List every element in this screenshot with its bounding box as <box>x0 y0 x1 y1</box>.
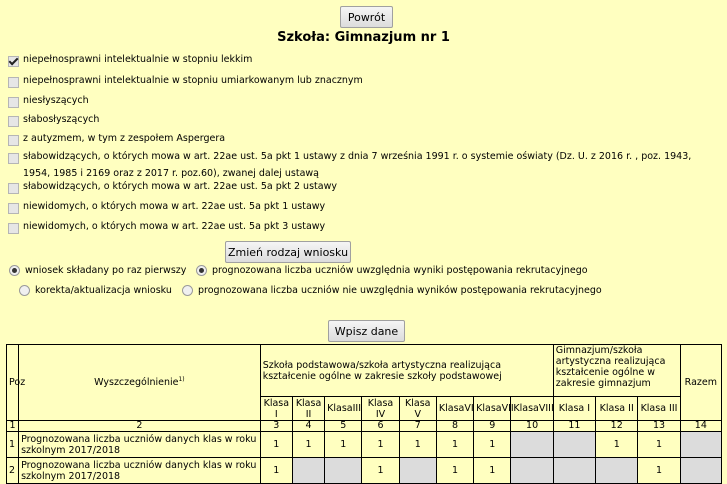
col-number: 5 <box>325 421 362 432</box>
table-cell[interactable]: 1 <box>436 432 473 458</box>
row-position: 2 <box>7 458 19 484</box>
table-row <box>7 432 722 458</box>
category-option[interactable] <box>8 202 716 215</box>
row-description: Prognozowana liczba uczniów danych klas w roku szkolnym 2017/2018 <box>19 458 261 484</box>
col-header-primary-class: Klasa IV <box>362 397 399 421</box>
category-checkbox[interactable] <box>8 56 19 67</box>
radio-with-recruitment-label: prognozowana liczba uczniów uwzględnia wyniki postępowania rekrutacyjnego <box>212 265 588 276</box>
col-number: 1 <box>7 421 19 432</box>
category-option[interactable] <box>8 182 716 195</box>
col-header-gym-class: Klasa I <box>553 397 595 421</box>
category-label: słabowidzących, o których mowa w art. 22ae ust. 5a pkt 2 ustawy <box>23 181 337 192</box>
category-checkbox[interactable] <box>8 77 19 88</box>
radio-without-recruitment[interactable] <box>182 285 602 296</box>
table-cell <box>399 458 436 484</box>
col-header-gym-class: Klasa III <box>638 397 680 421</box>
category-label: z autyzmem, w tym z zespołem Aspergera <box>23 133 226 144</box>
enter-data-button[interactable]: Wpisz dane <box>328 320 405 342</box>
table-cell <box>680 432 721 458</box>
group-header-primary: Szkoła podstawowa/szkoła artystyczna realizująca kształcenie ogólne w zakresie szkoły podstawowej <box>260 345 553 397</box>
col-number: 9 <box>474 421 511 432</box>
radio-without-recruitment-control[interactable] <box>182 285 193 296</box>
table-cell <box>325 458 362 484</box>
table-cell[interactable]: 1 <box>638 458 680 484</box>
table-cell <box>680 458 721 484</box>
category-option[interactable] <box>8 55 716 68</box>
col-number: 8 <box>436 421 473 432</box>
radio-correction-label: korekta/aktualizacja wniosku <box>35 285 172 296</box>
radio-first-time-label: wniosek składany po raz pierwszy <box>25 265 187 276</box>
table-cell[interactable]: 1 <box>474 432 511 458</box>
table-cell[interactable]: 1 <box>362 458 399 484</box>
col-number: 11 <box>553 421 595 432</box>
table-cell[interactable]: 1 <box>596 432 638 458</box>
col-number: 10 <box>511 421 553 432</box>
group-header-gymnasium: Gimnazjum/szkoła artystyczna realizująca kształcenie ogólne w zakresie gimnazjum <box>553 345 680 397</box>
radio-without-recruitment-label: prognozowana liczba uczniów nie uwzględnia wyników postępowania rekrutacyjnego <box>198 285 602 296</box>
category-checkbox[interactable] <box>8 116 19 127</box>
table-cell[interactable]: 1 <box>362 432 399 458</box>
category-option[interactable] <box>8 76 716 89</box>
forecast-table <box>6 344 722 484</box>
col-number: 12 <box>596 421 638 432</box>
category-label: niesłyszących <box>23 95 89 106</box>
category-option[interactable] <box>8 96 716 109</box>
table-cell <box>511 432 553 458</box>
category-label: niepełnosprawni intelektualnie w stopniu lekkim <box>23 54 253 65</box>
radio-correction-control[interactable] <box>19 285 30 296</box>
category-checkbox[interactable] <box>8 97 19 108</box>
col-header-total: Razem <box>680 345 721 421</box>
col-number: 14 <box>680 421 721 432</box>
table-cell <box>292 458 324 484</box>
category-label: niepełnosprawni intelektualnie w stopniu umiarkowanym lub znacznym <box>23 75 363 86</box>
table-cell[interactable]: 1 <box>260 432 292 458</box>
radio-with-recruitment[interactable] <box>196 265 588 276</box>
table-cell[interactable]: 1 <box>260 458 292 484</box>
category-checkbox[interactable] <box>8 183 19 194</box>
table-cell[interactable]: 1 <box>638 432 680 458</box>
radio-first-time[interactable] <box>9 265 186 276</box>
table-cell[interactable]: 1 <box>474 458 511 484</box>
category-checkbox[interactable] <box>8 203 19 214</box>
row-position: 1 <box>7 432 19 458</box>
col-number: 3 <box>260 421 292 432</box>
category-label: słabosłyszących <box>23 114 100 125</box>
category-option[interactable] <box>8 222 716 235</box>
change-request-type-button[interactable]: Zmień rodzaj wniosku <box>225 241 351 263</box>
category-option[interactable] <box>8 134 716 147</box>
row-description: Prognozowana liczba uczniów danych klas w roku szkolnym 2017/2018 <box>19 432 261 458</box>
col-number: 7 <box>399 421 436 432</box>
radio-correction[interactable] <box>19 285 172 296</box>
table-cell <box>553 432 595 458</box>
table-cell[interactable]: 1 <box>399 432 436 458</box>
col-number: 2 <box>19 421 261 432</box>
col-header-primary-class: KlasaVII <box>474 397 511 421</box>
table-cell[interactable]: 1 <box>436 458 473 484</box>
col-header-primary-class: KlasaIII <box>325 397 362 421</box>
col-header-poz: Poz <box>7 345 19 421</box>
col-header-primary-class: Klasa II <box>292 397 324 421</box>
col-header-primary-class: KlasaVI <box>436 397 473 421</box>
category-label: niewidomych, o których mowa w art. 22ae ust. 5a pkt 1 ustawy <box>23 201 326 212</box>
col-number: 4 <box>292 421 324 432</box>
col-header-description: Wyszczególnienie$^{1)}$ <box>19 345 261 421</box>
back-button[interactable]: Powrót <box>340 6 393 28</box>
table-row <box>7 458 722 484</box>
table-cell[interactable]: 1 <box>325 432 362 458</box>
category-label: niewidomych, o których mowa w art. 22ae ust. 5a pkt 3 ustawy <box>23 221 326 232</box>
category-checkbox[interactable] <box>8 223 19 234</box>
radio-first-time-control[interactable] <box>9 265 20 276</box>
category-checkbox[interactable] <box>8 135 19 146</box>
category-label: słabowidzących, o których mowa w art. 22ae ust. 5a pkt 1 ustawy z dnia 7 września 1991 r. o systemie oświaty (Dz. U. z 2016 r. , poz. 1943, 1954, 1985 i 2169 oraz z 2017 r. poz.60), zwanej dalej ustawą <box>23 151 692 179</box>
col-header-primary-class: Klasa V <box>399 397 436 421</box>
col-header-primary-class: Klasa I <box>260 397 292 421</box>
table-cell <box>596 458 638 484</box>
category-option[interactable] <box>8 115 716 128</box>
col-header-primary-class: KlasaVIII <box>511 397 553 421</box>
col-header-gym-class: Klasa II <box>596 397 638 421</box>
table-cell[interactable]: 1 <box>292 432 324 458</box>
page-title: Szkoła: Gimnazjum nr 1 <box>277 30 450 45</box>
table-cell <box>553 458 595 484</box>
col-number: 6 <box>362 421 399 432</box>
category-checkbox[interactable] <box>8 153 19 164</box>
radio-with-recruitment-control[interactable] <box>196 265 207 276</box>
table-cell <box>511 458 553 484</box>
col-number: 13 <box>638 421 680 432</box>
